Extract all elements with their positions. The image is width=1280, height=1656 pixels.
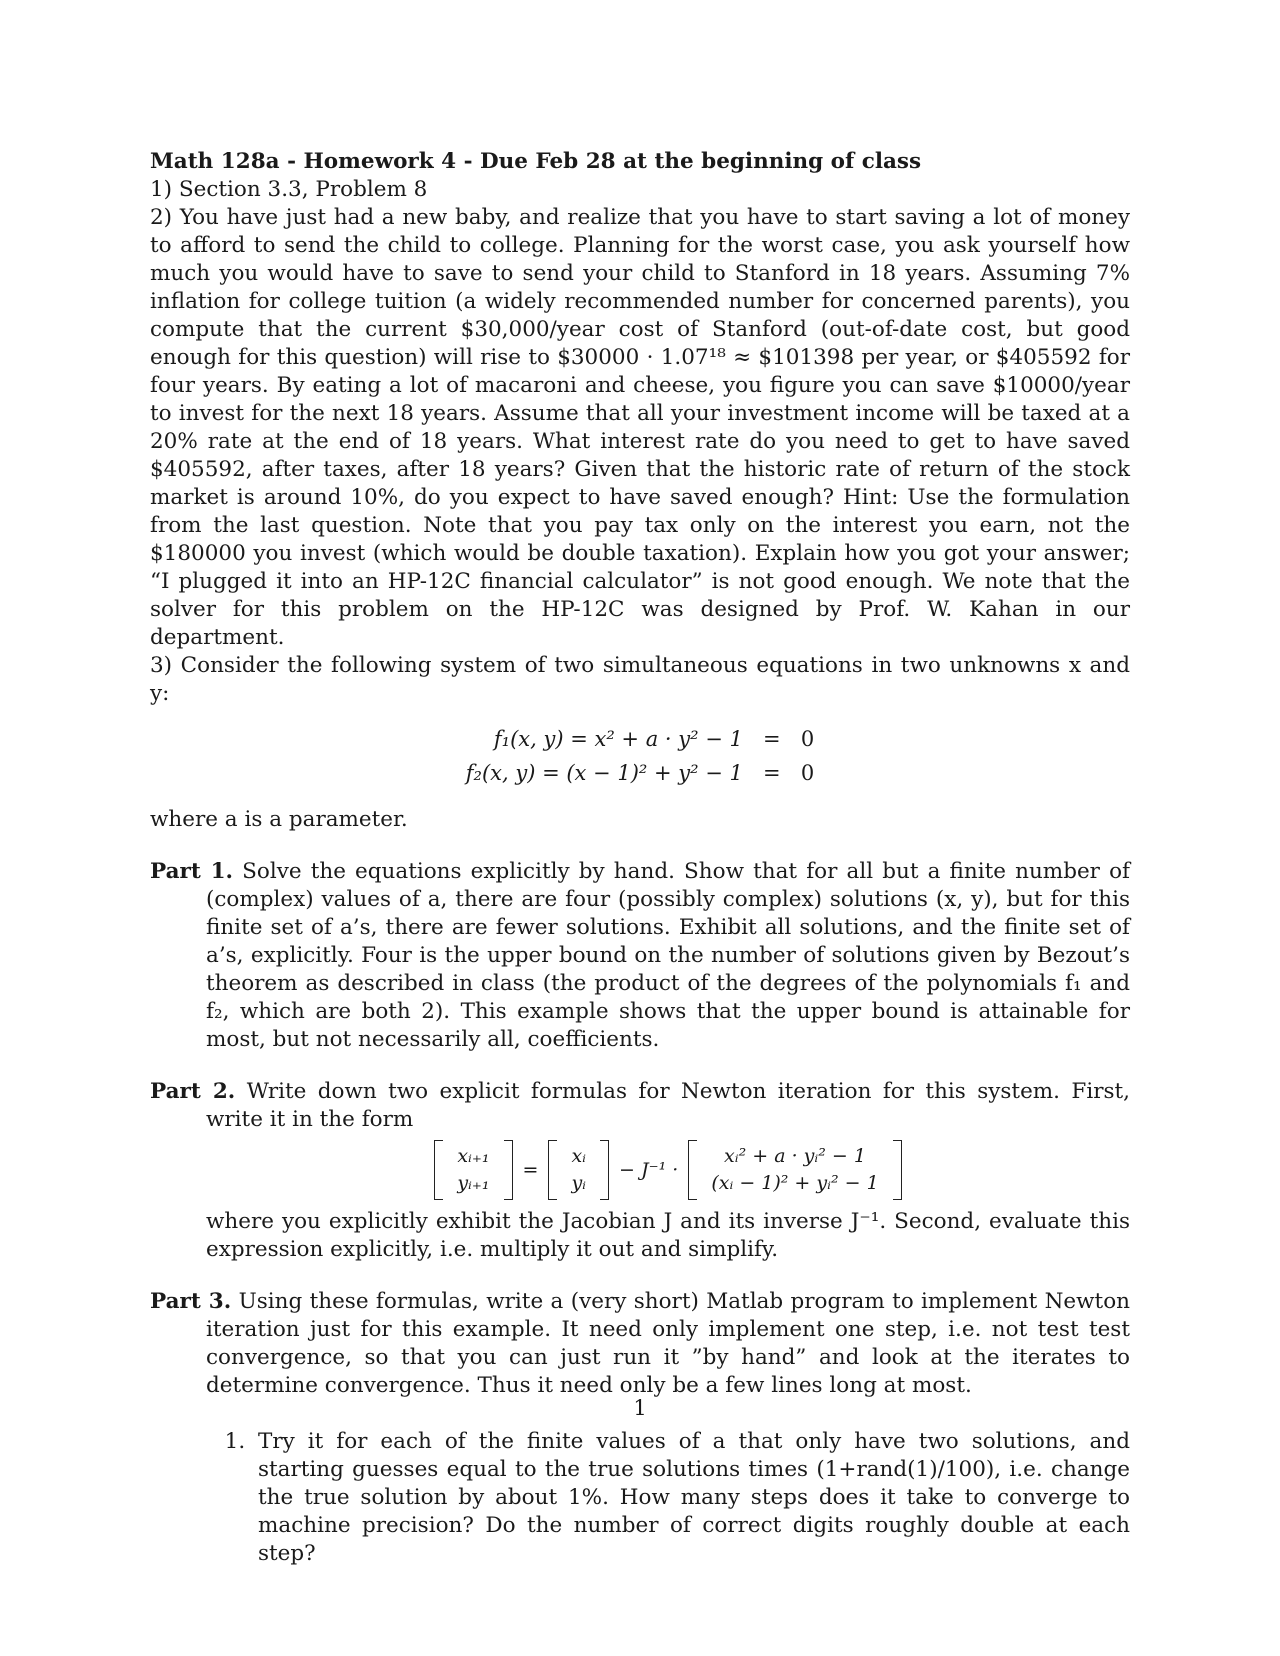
- part-1-label: Part 1.: [150, 859, 234, 884]
- page-number: 1: [633, 1396, 647, 1420]
- equals-sign: =: [763, 761, 781, 785]
- x-next: xᵢ₊₁: [457, 1145, 490, 1167]
- inverse-jacobian-term: − J⁻¹ ·: [619, 1159, 679, 1181]
- formula-equals: =: [522, 1159, 539, 1181]
- parameter-note: where a is a parameter.: [150, 807, 408, 832]
- part-3-task-list: [150, 1428, 1130, 1568]
- y-current: yᵢ: [571, 1172, 587, 1194]
- homework-title: Math 128a - Homework 4 - Due Feb 28 at the beginning of class: [150, 149, 922, 174]
- equation-system: [150, 722, 1130, 790]
- part-1-text: Solve the equations explicitly by hand. Show that for all but a finite number of (complex) values of a, there are four (possibly complex) solutions (x, y), but for this finite set of a’s, there are fewer solutions. Exhibit all solutions, and the finite set of a’s, explicitly. Four is the upper bound on the number of solutions given by Bezout’s theorem as described in class (the product of the degrees of the polynomials f₁ and f₂, which are both 2). This example shows that the upper bound is attainable for most, but not necessarily all, coefficients.: [206, 859, 1130, 1052]
- function-vector: [688, 1140, 901, 1200]
- part-2: [150, 1078, 1130, 1134]
- part-2-label: Part 2.: [150, 1079, 236, 1104]
- question-1: 1) Section 3.3, Problem 8: [150, 177, 428, 202]
- homework-page: [150, 148, 1130, 1568]
- equation-lhs: f₁(x, y) = x² + a · y² − 1: [493, 727, 743, 751]
- part-2-text: Write down two explicit formulas for Newton iteration for this system. First, write it in the form: [206, 1079, 1131, 1132]
- part-2-continuation: where you explicitly exhibit the Jacobian J and its inverse J⁻¹. Second, evaluate this expression explicitly, i.e. multiply it out and simplify.: [206, 1209, 1130, 1262]
- part-1: [150, 858, 1130, 1054]
- part-3-label: Part 3.: [150, 1289, 232, 1314]
- question-2: 2) You have just had a new baby, and realize that you have to start saving a lot of money to afford to send the child to college. Planning for the worst case, you ask yourself how much you would have to save to send your child to Stanford in 18 years. Assuming 7% inflation for college tuition (a widely recommended number for concerned parents), you compute that the current $30,000/year cost of Stanford (out-of-date cost, but good enough for this question) will rise to $30000 · 1.07¹⁸ ≈ $101398 per year, or $405592 for four years. By eating a lot of macaroni and cheese, you figure you can save $10000/year to invest for the next 18 years. Assume that all your investment income will be taxed at a 20% rate at the end of 18 years. What interest rate do you need to get to have saved $405592, after taxes, after 18 years? Given that the historic rate of return of the stock market is around 10%, do you expect to have saved enough? Hint: Use the formulation from the last question. Note that you pay tax only on the interest you earn, not the $180000 you invest (which would be double taxation). Explain how you got your answer; “I plugged it into an HP-12C financial calculator” is not good enough. We note that the solver for this problem on the HP-12C was designed by Prof. W. Kahan in our department.: [150, 205, 1130, 650]
- x-current: xᵢ: [571, 1145, 586, 1167]
- equation-rhs: 0: [800, 761, 815, 785]
- equation-row: [460, 756, 820, 790]
- equals-sign: =: [763, 727, 781, 751]
- equation-lhs: f₂(x, y) = (x − 1)² + y² − 1: [465, 761, 743, 785]
- equation-row: [460, 722, 820, 756]
- list-item: 1. Try it for each of the finite values of a that only have two solutions, and starting guesses equal to the true solutions times (1+rand(1)/100), i.e. change the true solution by about 1%. How many steps does it take to converge to machine precision? Do the number of correct digits roughly double at each step?: [252, 1428, 1130, 1568]
- equation-rhs: 0: [800, 727, 815, 751]
- part-3: [150, 1288, 1130, 1400]
- f2-value: (xᵢ − 1)² + yᵢ² − 1: [711, 1172, 879, 1194]
- f1-value: xᵢ² + a · yᵢ² − 1: [724, 1145, 866, 1167]
- newton-iteration-formula: [206, 1140, 1130, 1200]
- y-next: yᵢ₊₁: [457, 1172, 490, 1194]
- part-3-text: Using these formulas, write a (very short) Matlab program to implement Newton iteration just for this example. It need only implement one step, i.e. not test test convergence, so that you can just run it ”by hand” and look at the iterates to determine convergence. Thus it need only be a few lines long at most.: [206, 1289, 1130, 1398]
- next-iterate-vector: [434, 1140, 512, 1200]
- current-iterate-vector: [548, 1140, 609, 1200]
- question-3-intro: 3) Consider the following system of two simultaneous equations in two unknowns x and y:: [150, 653, 1130, 706]
